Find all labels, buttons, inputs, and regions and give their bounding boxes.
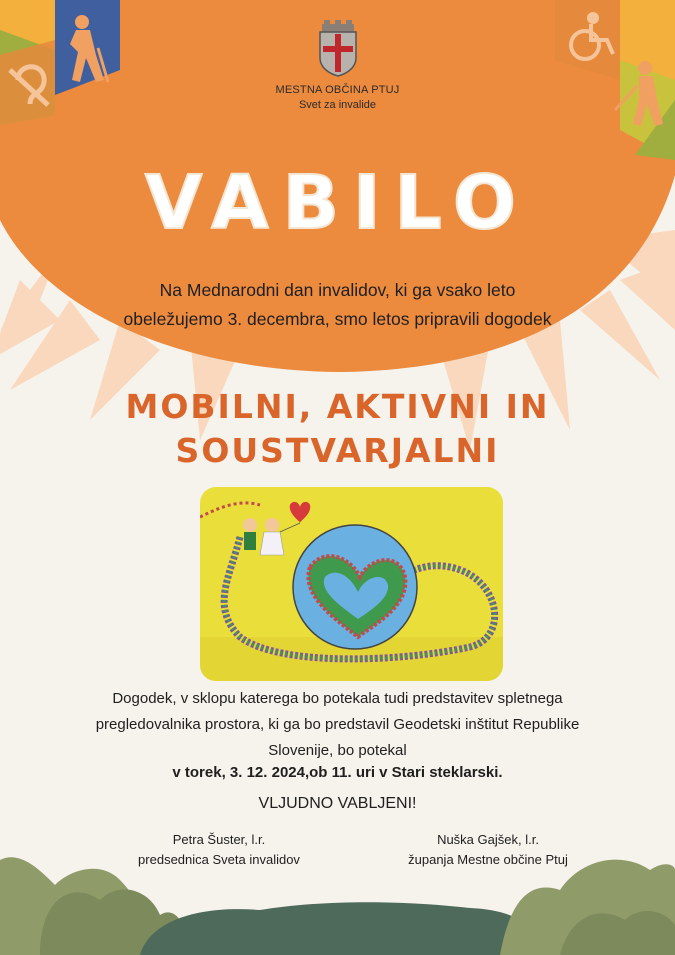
invited-text: VLJUDNO VABLJENI! bbox=[258, 795, 417, 812]
body-text: Dogodek, v sklopu katerega bo potekala tudi predstavitev spletnega pregledovalnika prostora, ki ga bo predstavil Geodetski inštitut Republike Slovenije, bo potekal bbox=[95, 690, 580, 759]
intro-text: Na Mednarodni dan invalidov, ki ga vsako leto obeležujemo 3. decembra, smo letos pripravili dogodek bbox=[123, 280, 552, 329]
coat-of-arms-icon bbox=[316, 20, 360, 78]
signature-right-role: županja Mestne občine Ptuj bbox=[408, 852, 568, 867]
signature-left-name: Petra Šuster, l.r. bbox=[172, 832, 266, 847]
event-date-location: v torek, 3. 12. 2024,ob 11. uri v Stari steklarski. bbox=[172, 764, 503, 781]
headline-line-1: MOBILNI, AKTIVNI IN bbox=[125, 387, 550, 426]
page-title: VABILO bbox=[145, 160, 530, 246]
headline-line-2: SOUSTVARJALNI bbox=[175, 431, 500, 470]
org-name: MESTNA OBČINA PTUJ bbox=[275, 84, 400, 96]
signature-left bbox=[99, 830, 339, 870]
signature-right-name: Nuška Gajšek, l.r. bbox=[437, 832, 539, 847]
org-subtitle: Svet za invalide bbox=[298, 99, 377, 111]
signature-left-role: predsednica Sveta invalidov bbox=[138, 852, 300, 867]
banner-right bbox=[555, 0, 675, 160]
signature-right bbox=[368, 830, 608, 870]
event-headline bbox=[60, 385, 615, 473]
drawing-image bbox=[200, 487, 503, 681]
